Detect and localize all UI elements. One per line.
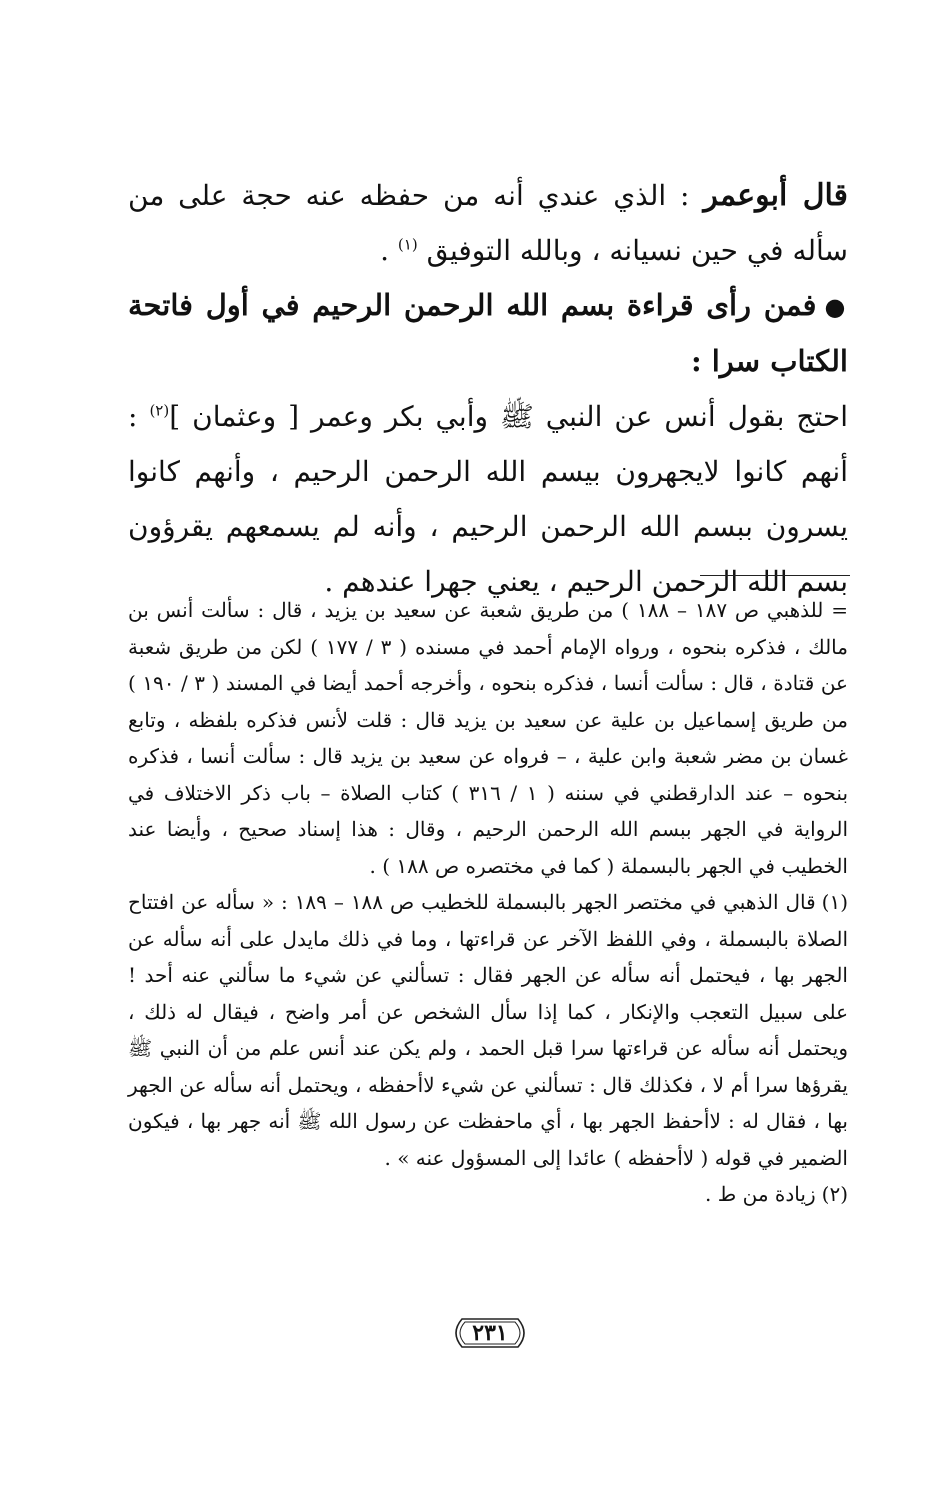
footnote-ref-1: (١)	[397, 235, 418, 254]
footnote-2	[128, 1176, 848, 1213]
paragraph-2-part-b: : أنهم كانوا لايجهرون بيسم الله الرحمن الرحيم ، وأنهم كانوا يسرون ببسم الله الرحمن الرحيم ، وأنه لم يسمعهم يقرؤون بسم الله الرحمن الرحيم ، يعني جهرا عندهم .	[128, 400, 848, 598]
section-heading	[128, 278, 848, 389]
footnote-continuation: = للذهبي ص ١٨٧ – ١٨٨ ) من طريق شعبة عن سعيد بن يزيد ، قال : سألت أنس بن مالك ، فذكره بنحوه ، ورواه الإمام أحمد في مسنده ( ٣ / ١٧٧ ) لكن من طريق شعبة عن قتادة ، قال : سألت أنسا ، فذكره بنحوه ، وأخرجه أحمد أيضا في المسند ( ٣ / ١٩٠ ) من طريق إسماعيل بن علية عن سعيد بن يزيد قال : قلت لأنس فذكره بلفظه ، وتابع غسان بن مضر شعبة وابن علية ، – فرواه عن سعيد بن يزيد قال : سألت أنسا ، فذكره بنحوه – عند الدارقطني في سننه ( ١ / ٣١٦ ) كتاب الصلاة – باب ذكر الاختلاف في الرواية في الجهر ببسم الله الرحمن الرحيم ، وقال : هذا إسناد صحيح ، وأيضا عند الخطيب في الجهر بالبسملة ( كما في مختصره ص ١٨٨ ) .	[128, 598, 849, 878]
paragraph-1-text: : الذي عندي أنه من حفظه عنه حجة على من سأله في حين نسيانه ، وبالله التوفيق	[128, 179, 848, 267]
lead-name: قال أبوعمر	[703, 178, 848, 213]
footnotes	[128, 592, 848, 1213]
section-heading-text: فمن رأى قراءة بسم الله الرحمن الرحيم في أول فاتحة الكتاب سرا :	[128, 288, 848, 378]
bullet-icon: ●	[824, 292, 848, 321]
footnote-1-number: (١)	[821, 890, 849, 914]
paragraph-1-end: .	[380, 234, 389, 267]
page-number-text: ٢٣١	[472, 1320, 508, 1346]
footnote-2-number: (٢)	[821, 1182, 848, 1206]
page-number	[448, 1316, 532, 1350]
paragraph-2	[128, 389, 848, 609]
main-text	[128, 168, 848, 609]
footnote-2-text: زيادة من ط .	[705, 1182, 816, 1206]
paragraph-1	[128, 168, 848, 278]
footnote-ref-2: (٢)	[149, 401, 170, 420]
paragraph-2-part-a: احتج بقول أنس عن النبي ﷺ وأبي بكر وعمر [ وعثمان ]	[169, 400, 848, 433]
footnote-1	[128, 884, 848, 1176]
footnote-separator	[700, 575, 850, 576]
footnote-1-text: قال الذهبي في مختصر الجهر بالبسملة للخطيب ص ١٨٨ – ١٨٩ : « سأله عن افتتاح الصلاة بالبسملة ، وفي اللفظ الآخر عن قراءتها ، وما في ذلك مايدل على أنه سأله عن الجهر بها ، فيحتمل أنه سأله عن الجهر فقال : تسألني عن شيء ما سألني عنه أحد ! على سبيل التعجب والإنكار ، كما إذا سأل الشخص عن أمر واضح ، فيقال له ذلك ، ويحتمل أنه سأله عن قراءتها سرا قبل الحمد ، ولم يكن عند أنس علم من أن النبي ﷺ يقرؤها سرا أم لا ، فكذلك قال : تسألني عن شيء لاأحفظه ، ويحتمل أنه سأله عن الجهر بها ، فقال له : لاأحفظ الجهر بها ، أي ماحفظت عن رسول الله ﷺ أنه جهر بها ، فيكون الضمير في قوله ( لاأحفظه ) عائدا إلى المسؤول عنه » .	[128, 890, 848, 1170]
